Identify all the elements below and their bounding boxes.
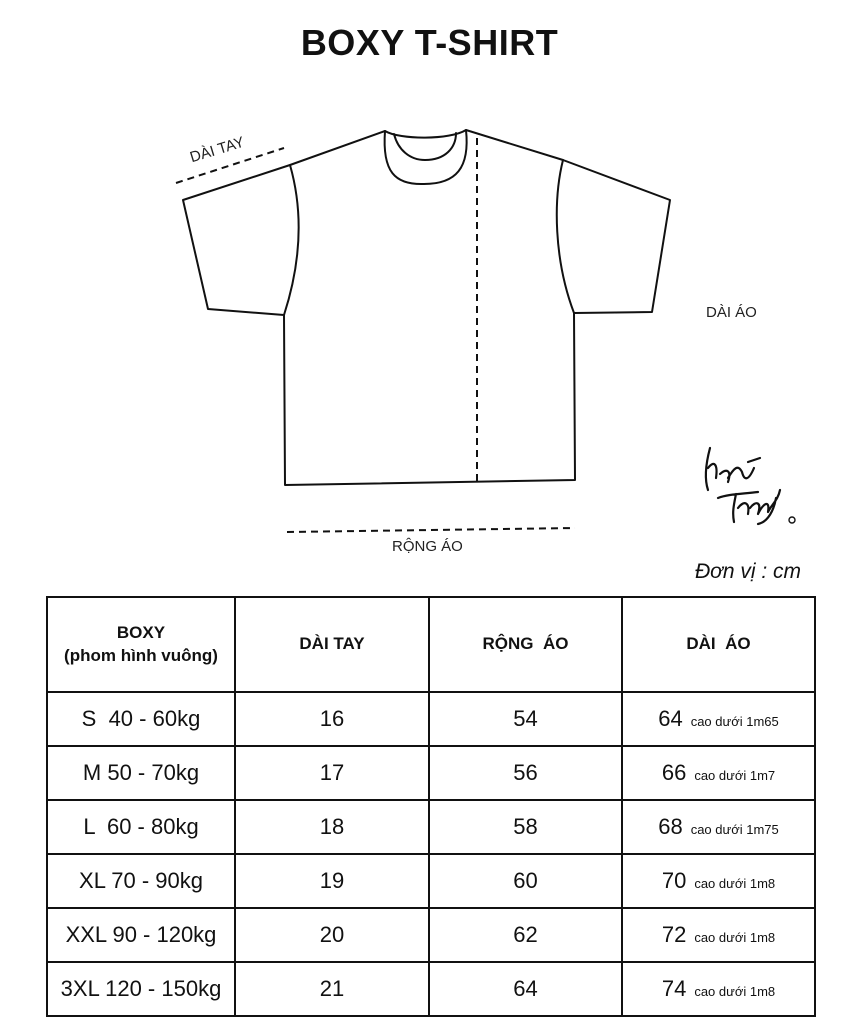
length-value: 66 xyxy=(661,760,687,785)
page-title: BOXY T-SHIRT xyxy=(300,22,559,63)
sleeve-cell: 19 xyxy=(235,854,429,908)
length-cell xyxy=(622,908,815,962)
table-row xyxy=(47,692,815,746)
length-value: 70 xyxy=(661,868,687,893)
brand-signature-logo xyxy=(698,438,803,530)
size-cell: S 40 - 60kg xyxy=(47,692,235,746)
unit-label: Đơn vị : cm xyxy=(694,560,801,583)
length-cell xyxy=(622,746,815,800)
height-note: cao dưới 1m65 xyxy=(690,714,779,729)
width-cell: 54 xyxy=(429,692,622,746)
width-cell: 60 xyxy=(429,854,622,908)
height-note: cao dưới 1m7 xyxy=(694,768,776,783)
size-cell: M 50 - 70kg xyxy=(47,746,235,800)
size-cell: XXL 90 - 120kg xyxy=(47,908,235,962)
table-row xyxy=(47,854,815,908)
body-length-label: DÀI ÁO xyxy=(706,304,757,321)
sleeve-cell: 17 xyxy=(235,746,429,800)
width-cell: 58 xyxy=(429,800,622,854)
header-length: DÀI ÁO xyxy=(622,597,815,692)
header-style-name: BOXY xyxy=(116,622,166,642)
header-sleeve: DÀI TAY xyxy=(235,597,429,692)
height-note: cao dưới 1m8 xyxy=(694,930,776,945)
width-measure-line xyxy=(287,528,575,532)
width-cell: 64 xyxy=(429,962,622,1016)
tshirt-left-sleeve-seam xyxy=(284,165,299,315)
length-cell xyxy=(622,692,815,746)
table-row xyxy=(47,800,815,854)
length-cell xyxy=(622,854,815,908)
length-value: 64 xyxy=(658,706,683,731)
size-cell: L 60 - 80kg xyxy=(47,800,235,854)
sleeve-cell: 21 xyxy=(235,962,429,1016)
table-row xyxy=(47,746,815,800)
length-value: 74 xyxy=(661,976,687,1001)
height-note: cao dưới 1m75 xyxy=(690,822,779,837)
table-row xyxy=(47,908,815,962)
sleeve-cell: 20 xyxy=(235,908,429,962)
tshirt-right-sleeve-seam xyxy=(557,160,574,313)
width-cell: 62 xyxy=(429,908,622,962)
sleeve-cell: 18 xyxy=(235,800,429,854)
table-header-row xyxy=(47,597,815,692)
length-value: 72 xyxy=(661,922,687,947)
height-note: cao dưới 1m8 xyxy=(694,984,776,999)
sleeve-cell: 16 xyxy=(235,692,429,746)
header-width: RỘNG ÁO xyxy=(429,597,622,692)
size-cell: 3XL 120 - 150kg xyxy=(47,962,235,1016)
size-cell: XL 70 - 90kg xyxy=(47,854,235,908)
table-row xyxy=(47,962,815,1016)
length-cell xyxy=(622,800,815,854)
size-chart-table xyxy=(46,596,816,1017)
body-width-label: RỘNG ÁO xyxy=(392,538,463,555)
length-cell xyxy=(622,962,815,1016)
width-cell: 56 xyxy=(429,746,622,800)
sleeve-length-label: DÀI TAY xyxy=(188,133,247,167)
length-value: 68 xyxy=(658,814,683,839)
header-style xyxy=(47,597,235,692)
header-style-desc: (phom hình vuông) xyxy=(64,645,218,665)
height-note: cao dưới 1m8 xyxy=(694,876,776,891)
